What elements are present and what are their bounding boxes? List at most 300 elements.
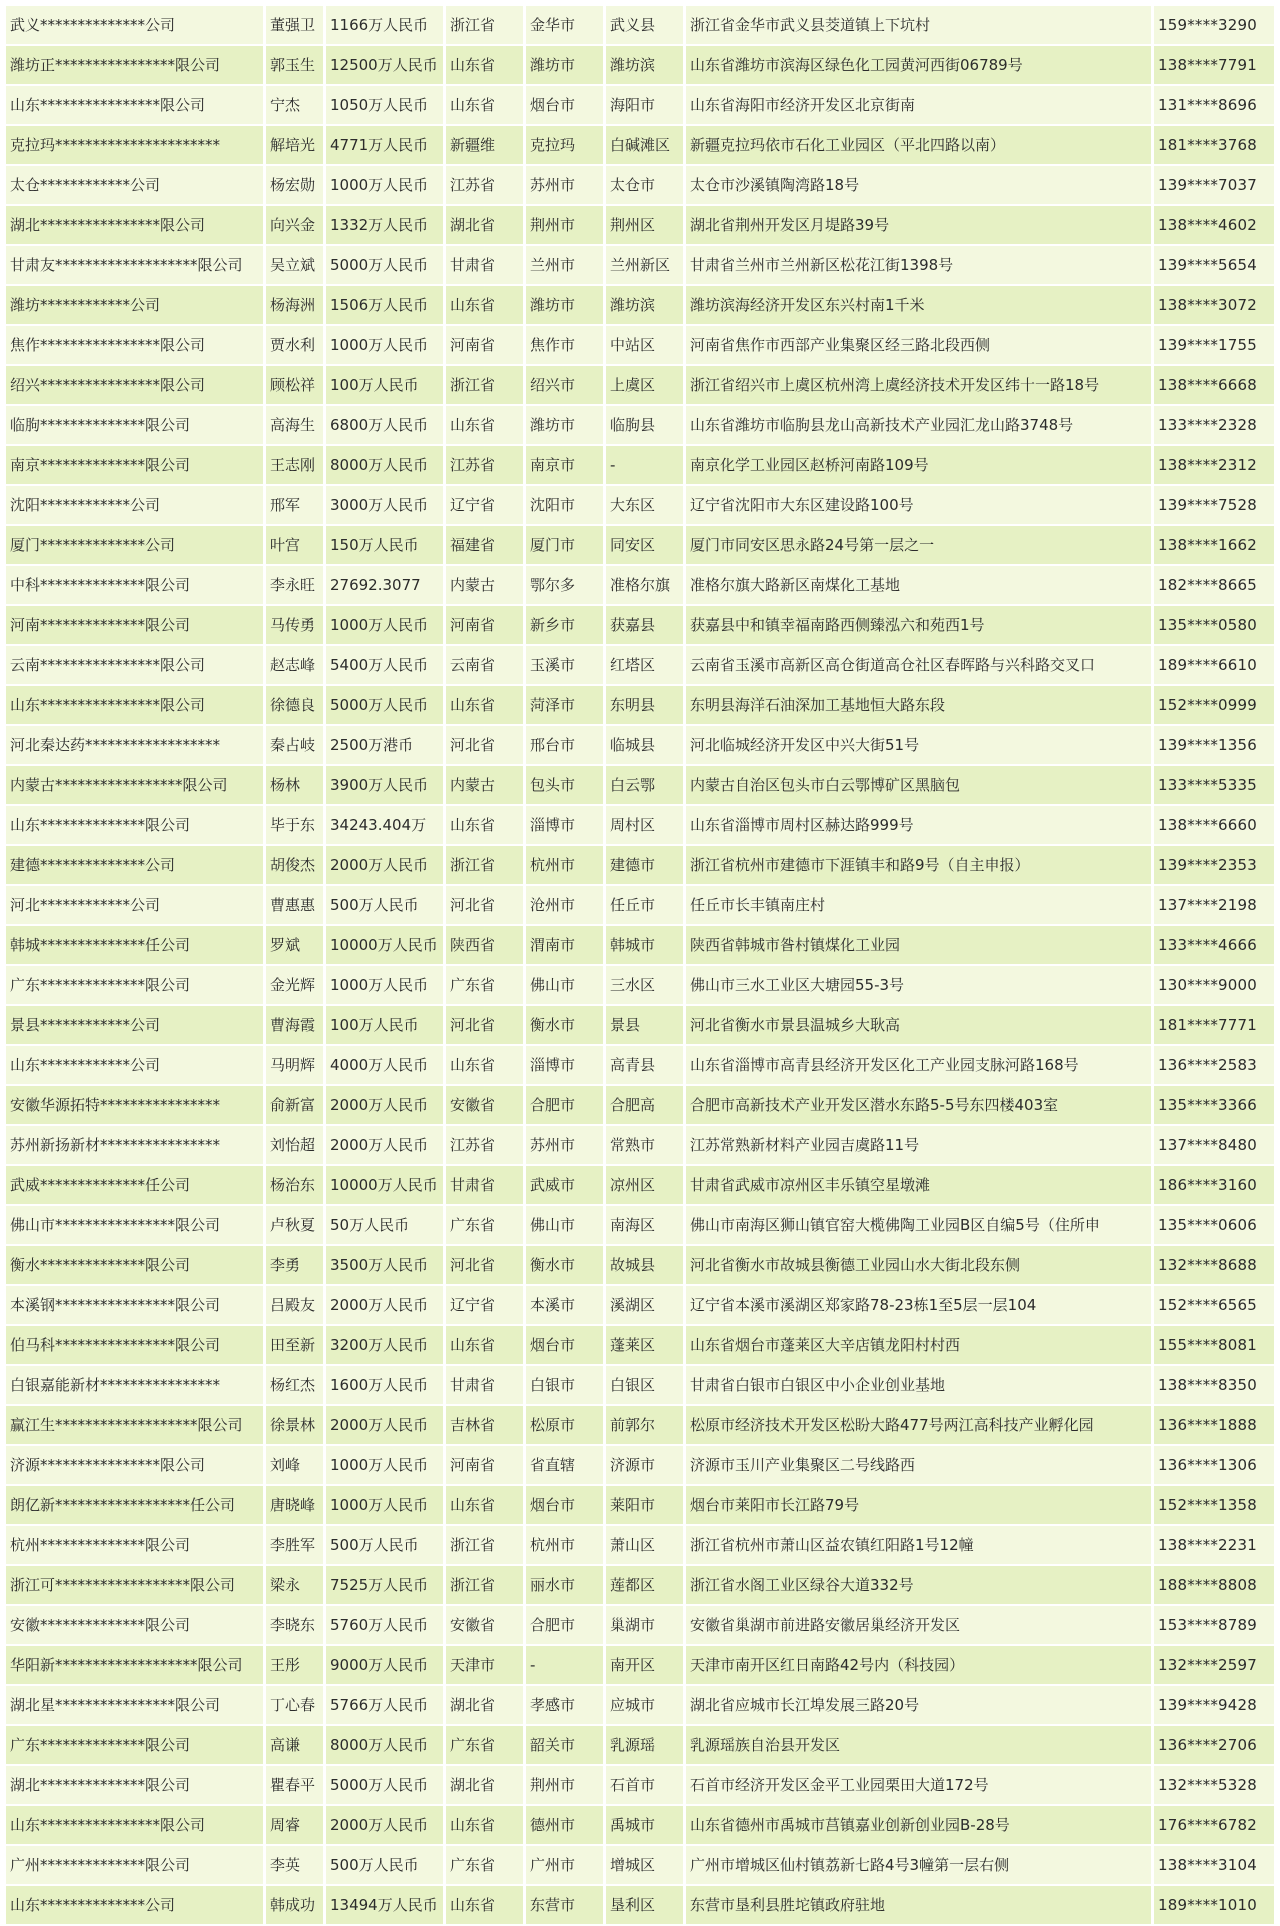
city-cell: 省直辖 xyxy=(526,1446,606,1484)
company-name-cell: 湖北****************限公司 xyxy=(6,206,266,244)
district-cell: 应城市 xyxy=(606,1686,686,1724)
registered-capital-cell: 2000万人民币 xyxy=(326,1086,446,1124)
company-name-cell: 赢江生*******************限公司 xyxy=(6,1406,266,1444)
table-row xyxy=(6,646,1274,684)
registered-capital-cell: 1000万人民币 xyxy=(326,1446,446,1484)
registered-capital-cell: 2500万港币 xyxy=(326,726,446,764)
city-cell: 杭州市 xyxy=(526,1526,606,1564)
registered-capital-cell: 8000万人民币 xyxy=(326,446,446,484)
district-cell: 获嘉县 xyxy=(606,606,686,644)
table-row xyxy=(6,966,1274,1004)
province-cell: 江苏省 xyxy=(446,446,526,484)
company-name-cell: 杭州**************限公司 xyxy=(6,1526,266,1564)
address-cell: 河南省焦作市西部产业集聚区经三路北段西侧 xyxy=(686,326,1154,364)
phone-cell: 139****1356 xyxy=(1154,726,1274,764)
city-cell: 荆州市 xyxy=(526,1766,606,1804)
phone-cell: 138****1662 xyxy=(1154,526,1274,564)
province-cell: 安徽省 xyxy=(446,1606,526,1644)
city-cell: 苏州市 xyxy=(526,166,606,204)
company-name-cell: 济源****************限公司 xyxy=(6,1446,266,1484)
legal-person-cell: 吕殿友 xyxy=(266,1286,326,1324)
legal-person-cell: 赵志峰 xyxy=(266,646,326,684)
phone-cell: 189****1010 xyxy=(1154,1886,1274,1924)
registered-capital-cell: 1000万人民币 xyxy=(326,326,446,364)
company-name-cell: 广东**************限公司 xyxy=(6,1726,266,1764)
city-cell: 邢台市 xyxy=(526,726,606,764)
address-cell: 甘肃省白银市白银区中小企业创业基地 xyxy=(686,1366,1154,1404)
table-row xyxy=(6,366,1274,404)
address-cell: 浙江省金华市武义县茭道镇上下坑村 xyxy=(686,6,1154,44)
legal-person-cell: 李晓东 xyxy=(266,1606,326,1644)
city-cell: 佛山市 xyxy=(526,1206,606,1244)
phone-cell: 137****8480 xyxy=(1154,1126,1274,1164)
company-name-cell: 焦作****************限公司 xyxy=(6,326,266,364)
address-cell: 山东省潍坊市临朐县龙山高新技术产业园汇龙山路3748号 xyxy=(686,406,1154,444)
province-cell: 甘肃省 xyxy=(446,1366,526,1404)
district-cell: 前郭尔 xyxy=(606,1406,686,1444)
registered-capital-cell: 3200万人民币 xyxy=(326,1326,446,1364)
legal-person-cell: 贾水利 xyxy=(266,326,326,364)
phone-cell: 139****5654 xyxy=(1154,246,1274,284)
legal-person-cell: 顾松祥 xyxy=(266,366,326,404)
table-row xyxy=(6,886,1274,924)
city-cell: 新乡市 xyxy=(526,606,606,644)
province-cell: 甘肃省 xyxy=(446,1166,526,1204)
district-cell: 红塔区 xyxy=(606,646,686,684)
district-cell: 白云鄂 xyxy=(606,766,686,804)
city-cell: 烟台市 xyxy=(526,86,606,124)
table-row xyxy=(6,1246,1274,1284)
district-cell: 凉州区 xyxy=(606,1166,686,1204)
table-row xyxy=(6,1486,1274,1524)
company-name-cell: 内蒙古*****************限公司 xyxy=(6,766,266,804)
legal-person-cell: 罗斌 xyxy=(266,926,326,964)
province-cell: 内蒙古 xyxy=(446,566,526,604)
company-name-cell: 安徽**************限公司 xyxy=(6,1606,266,1644)
registered-capital-cell: 2000万人民币 xyxy=(326,1406,446,1444)
table-row xyxy=(6,126,1274,164)
address-cell: 江苏常熟新材料产业园吉虞路11号 xyxy=(686,1126,1154,1164)
legal-person-cell: 周睿 xyxy=(266,1806,326,1844)
province-cell: 山东省 xyxy=(446,1046,526,1084)
province-cell: 山东省 xyxy=(446,1326,526,1364)
address-cell: 浙江省杭州市建德市下涯镇丰和路9号（自主申报） xyxy=(686,846,1154,884)
address-cell: 湖北省应城市长江埠发展三路20号 xyxy=(686,1686,1154,1724)
legal-person-cell: 胡俊杰 xyxy=(266,846,326,884)
company-name-cell: 山东****************限公司 xyxy=(6,686,266,724)
address-cell: 浙江省水阁工业区绿谷大道332号 xyxy=(686,1566,1154,1604)
district-cell: 准格尔旗 xyxy=(606,566,686,604)
phone-cell: 130****9000 xyxy=(1154,966,1274,1004)
phone-cell: 135****3366 xyxy=(1154,1086,1274,1124)
district-cell: 高青县 xyxy=(606,1046,686,1084)
phone-cell: 186****3160 xyxy=(1154,1166,1274,1204)
address-cell: 浙江省杭州市萧山区益农镇红阳路1号12幢 xyxy=(686,1526,1154,1564)
company-name-cell: 湖北**************限公司 xyxy=(6,1766,266,1804)
province-cell: 新疆维 xyxy=(446,126,526,164)
table-row xyxy=(6,1126,1274,1164)
province-cell: 山东省 xyxy=(446,406,526,444)
company-name-cell: 安徽华源拓特**************** xyxy=(6,1086,266,1124)
phone-cell: 139****9428 xyxy=(1154,1686,1274,1724)
table-row xyxy=(6,1606,1274,1644)
legal-person-cell: 吴立斌 xyxy=(266,246,326,284)
phone-cell: 132****8688 xyxy=(1154,1246,1274,1284)
company-name-cell: 景县************公司 xyxy=(6,1006,266,1044)
legal-person-cell: 曹海霞 xyxy=(266,1006,326,1044)
phone-cell: 176****6782 xyxy=(1154,1806,1274,1844)
province-cell: 甘肃省 xyxy=(446,246,526,284)
address-cell: 辽宁省沈阳市大东区建设路100号 xyxy=(686,486,1154,524)
province-cell: 云南省 xyxy=(446,646,526,684)
address-cell: 山东省淄博市高青县经济开发区化工产业园支脉河路168号 xyxy=(686,1046,1154,1084)
registered-capital-cell: 1000万人民币 xyxy=(326,1486,446,1524)
city-cell: 烟台市 xyxy=(526,1326,606,1364)
table-row xyxy=(6,846,1274,884)
registered-capital-cell: 1506万人民币 xyxy=(326,286,446,324)
phone-cell: 131****8696 xyxy=(1154,86,1274,124)
phone-cell: 181****3768 xyxy=(1154,126,1274,164)
legal-person-cell: 唐晓峰 xyxy=(266,1486,326,1524)
city-cell: 南京市 xyxy=(526,446,606,484)
company-name-cell: 临朐**************限公司 xyxy=(6,406,266,444)
province-cell: 湖北省 xyxy=(446,1686,526,1724)
district-cell: 任丘市 xyxy=(606,886,686,924)
province-cell: 河南省 xyxy=(446,606,526,644)
address-cell: 陕西省韩城市昝村镇煤化工业园 xyxy=(686,926,1154,964)
city-cell: 沧州市 xyxy=(526,886,606,924)
address-cell: 东明县海洋石油深加工基地恒大路东段 xyxy=(686,686,1154,724)
legal-person-cell: 刘峰 xyxy=(266,1446,326,1484)
city-cell: 白银市 xyxy=(526,1366,606,1404)
table-row xyxy=(6,1406,1274,1444)
address-cell: 河北省衡水市故城县衡德工业园山水大街北段东侧 xyxy=(686,1246,1154,1284)
phone-cell: 139****7037 xyxy=(1154,166,1274,204)
address-cell: 山东省淄博市周村区赫达路999号 xyxy=(686,806,1154,844)
legal-person-cell: 解培光 xyxy=(266,126,326,164)
district-cell: 太仓市 xyxy=(606,166,686,204)
city-cell: 佛山市 xyxy=(526,966,606,1004)
table-row xyxy=(6,1686,1274,1724)
table-row xyxy=(6,726,1274,764)
registered-capital-cell: 50万人民币 xyxy=(326,1206,446,1244)
registered-capital-cell: 7525万人民币 xyxy=(326,1566,446,1604)
province-cell: 河北省 xyxy=(446,1006,526,1044)
phone-cell: 155****8081 xyxy=(1154,1326,1274,1364)
address-cell: 石首市经济开发区金平工业园栗田大道172号 xyxy=(686,1766,1154,1804)
registered-capital-cell: 100万人民币 xyxy=(326,1006,446,1044)
company-name-cell: 绍兴****************限公司 xyxy=(6,366,266,404)
registered-capital-cell: 3000万人民币 xyxy=(326,486,446,524)
address-cell: 佛山市南海区狮山镇官窑大榄佛陶工业园B区自编5号（住所申 xyxy=(686,1206,1154,1244)
province-cell: 山东省 xyxy=(446,1806,526,1844)
registered-capital-cell: 1000万人民币 xyxy=(326,606,446,644)
address-cell: 烟台市莱阳市长江路79号 xyxy=(686,1486,1154,1524)
legal-person-cell: 李胜军 xyxy=(266,1526,326,1564)
city-cell: 兰州市 xyxy=(526,246,606,284)
address-cell: 合肥市高新技术产业开发区潜水东路5-5号东四楼403室 xyxy=(686,1086,1154,1124)
company-name-cell: 广州**************限公司 xyxy=(6,1846,266,1884)
province-cell: 山东省 xyxy=(446,86,526,124)
district-cell: 南海区 xyxy=(606,1206,686,1244)
company-name-cell: 云南****************限公司 xyxy=(6,646,266,684)
phone-cell: 138****6660 xyxy=(1154,806,1274,844)
registered-capital-cell: 2000万人民币 xyxy=(326,1286,446,1324)
company-name-cell: 伯马科****************限公司 xyxy=(6,1326,266,1364)
city-cell: 杭州市 xyxy=(526,846,606,884)
table-row xyxy=(6,1326,1274,1364)
province-cell: 辽宁省 xyxy=(446,1286,526,1324)
company-name-cell: 山东************公司 xyxy=(6,1046,266,1084)
table-row xyxy=(6,286,1274,324)
city-cell: 克拉玛 xyxy=(526,126,606,164)
province-cell: 河南省 xyxy=(446,326,526,364)
phone-cell: 136****1306 xyxy=(1154,1446,1274,1484)
company-table xyxy=(6,4,1274,1926)
province-cell: 福建省 xyxy=(446,526,526,564)
registered-capital-cell: 10000万人民币 xyxy=(326,1166,446,1204)
province-cell: 浙江省 xyxy=(446,1526,526,1564)
city-cell: 德州市 xyxy=(526,1806,606,1844)
phone-cell: 139****7528 xyxy=(1154,486,1274,524)
registered-capital-cell: 2000万人民币 xyxy=(326,1126,446,1164)
address-cell: 广州市增城区仙村镇荔新七路4号3幢第一层右侧 xyxy=(686,1846,1154,1884)
company-name-cell: 山东****************限公司 xyxy=(6,1806,266,1844)
district-cell: 景县 xyxy=(606,1006,686,1044)
registered-capital-cell: 2000万人民币 xyxy=(326,1806,446,1844)
registered-capital-cell: 2000万人民币 xyxy=(326,846,446,884)
district-cell: 莲都区 xyxy=(606,1566,686,1604)
district-cell: 垦利区 xyxy=(606,1886,686,1924)
phone-cell: 139****2353 xyxy=(1154,846,1274,884)
phone-cell: 138****2231 xyxy=(1154,1526,1274,1564)
company-name-cell: 湖北星****************限公司 xyxy=(6,1686,266,1724)
legal-person-cell: 高海生 xyxy=(266,406,326,444)
legal-person-cell: 杨红杰 xyxy=(266,1366,326,1404)
province-cell: 山东省 xyxy=(446,286,526,324)
phone-cell: 133****2328 xyxy=(1154,406,1274,444)
phone-cell: 138****2312 xyxy=(1154,446,1274,484)
province-cell: 河北省 xyxy=(446,886,526,924)
district-cell: - xyxy=(606,446,686,484)
phone-cell: 137****2198 xyxy=(1154,886,1274,924)
company-name-cell: 河南**************限公司 xyxy=(6,606,266,644)
address-cell: 太仓市沙溪镇陶湾路18号 xyxy=(686,166,1154,204)
registered-capital-cell: 5000万人民币 xyxy=(326,246,446,284)
district-cell: 禹城市 xyxy=(606,1806,686,1844)
district-cell: 中站区 xyxy=(606,326,686,364)
phone-cell: 133****4666 xyxy=(1154,926,1274,964)
legal-person-cell: 宁杰 xyxy=(266,86,326,124)
legal-person-cell: 曹惠惠 xyxy=(266,886,326,924)
registered-capital-cell: 10000万人民币 xyxy=(326,926,446,964)
company-name-cell: 建德**************公司 xyxy=(6,846,266,884)
table-row xyxy=(6,406,1274,444)
city-cell: 孝感市 xyxy=(526,1686,606,1724)
registered-capital-cell: 6800万人民币 xyxy=(326,406,446,444)
address-cell: 山东省海阳市经济开发区北京街南 xyxy=(686,86,1154,124)
address-cell: 东营市垦利县胜坨镇政府驻地 xyxy=(686,1886,1154,1924)
legal-person-cell: 瞿春平 xyxy=(266,1766,326,1804)
registered-capital-cell: 1332万人民币 xyxy=(326,206,446,244)
company-name-cell: 厦门**************公司 xyxy=(6,526,266,564)
city-cell: 沈阳市 xyxy=(526,486,606,524)
legal-person-cell: 郭玉生 xyxy=(266,46,326,84)
table-row xyxy=(6,1046,1274,1084)
address-cell: 新疆克拉玛依市石化工业园区（平北四路以南） xyxy=(686,126,1154,164)
city-cell: 菏泽市 xyxy=(526,686,606,724)
city-cell: 淄博市 xyxy=(526,1046,606,1084)
phone-cell: 159****3290 xyxy=(1154,6,1274,44)
address-cell: 获嘉县中和镇幸福南路西侧臻泓六和苑西1号 xyxy=(686,606,1154,644)
registered-capital-cell: 150万人民币 xyxy=(326,526,446,564)
legal-person-cell: 邢军 xyxy=(266,486,326,524)
legal-person-cell: 杨海洲 xyxy=(266,286,326,324)
company-name-cell: 克拉玛********************** xyxy=(6,126,266,164)
city-cell: 鄂尔多 xyxy=(526,566,606,604)
city-cell: 焦作市 xyxy=(526,326,606,364)
registered-capital-cell: 27692.3077 xyxy=(326,566,446,604)
legal-person-cell: 高谦 xyxy=(266,1726,326,1764)
legal-person-cell: 丁心春 xyxy=(266,1686,326,1724)
district-cell: 白碱滩区 xyxy=(606,126,686,164)
phone-cell: 138****4602 xyxy=(1154,206,1274,244)
registered-capital-cell: 5760万人民币 xyxy=(326,1606,446,1644)
province-cell: 天津市 xyxy=(446,1646,526,1684)
legal-person-cell: 杨治东 xyxy=(266,1166,326,1204)
phone-cell: 138****6668 xyxy=(1154,366,1274,404)
company-name-cell: 山东**************限公司 xyxy=(6,806,266,844)
company-name-cell: 甘肃友*******************限公司 xyxy=(6,246,266,284)
company-name-cell: 韩城**************任公司 xyxy=(6,926,266,964)
city-cell: 松原市 xyxy=(526,1406,606,1444)
district-cell: 韩城市 xyxy=(606,926,686,964)
province-cell: 广东省 xyxy=(446,1726,526,1764)
legal-person-cell: 徐德良 xyxy=(266,686,326,724)
address-cell: 厦门市同安区思永路24号第一层之一 xyxy=(686,526,1154,564)
address-cell: 潍坊滨海经济开发区东兴村南1千米 xyxy=(686,286,1154,324)
city-cell: - xyxy=(526,1646,606,1684)
district-cell: 潍坊滨 xyxy=(606,46,686,84)
district-cell: 故城县 xyxy=(606,1246,686,1284)
legal-person-cell: 梁永 xyxy=(266,1566,326,1604)
phone-cell: 138****7791 xyxy=(1154,46,1274,84)
table-row xyxy=(6,1646,1274,1684)
city-cell: 武威市 xyxy=(526,1166,606,1204)
company-name-cell: 南京**************限公司 xyxy=(6,446,266,484)
district-cell: 蓬莱区 xyxy=(606,1326,686,1364)
city-cell: 渭南市 xyxy=(526,926,606,964)
company-name-cell: 武威**************任公司 xyxy=(6,1166,266,1204)
phone-cell: 181****7771 xyxy=(1154,1006,1274,1044)
company-name-cell: 中科**************限公司 xyxy=(6,566,266,604)
province-cell: 安徽省 xyxy=(446,1086,526,1124)
city-cell: 包头市 xyxy=(526,766,606,804)
legal-person-cell: 毕于东 xyxy=(266,806,326,844)
district-cell: 石首市 xyxy=(606,1766,686,1804)
company-name-cell: 衡水**************限公司 xyxy=(6,1246,266,1284)
table-row xyxy=(6,606,1274,644)
legal-person-cell: 向兴金 xyxy=(266,206,326,244)
registered-capital-cell: 100万人民币 xyxy=(326,366,446,404)
province-cell: 山东省 xyxy=(446,806,526,844)
district-cell: 乳源瑶 xyxy=(606,1726,686,1764)
registered-capital-cell: 5400万人民币 xyxy=(326,646,446,684)
company-name-cell: 本溪钢****************限公司 xyxy=(6,1286,266,1324)
table-row xyxy=(6,526,1274,564)
city-cell: 绍兴市 xyxy=(526,366,606,404)
address-cell: 济源市玉川产业集聚区二号线路西 xyxy=(686,1446,1154,1484)
district-cell: 荆州区 xyxy=(606,206,686,244)
province-cell: 浙江省 xyxy=(446,1566,526,1604)
province-cell: 山东省 xyxy=(446,1886,526,1924)
registered-capital-cell: 500万人民币 xyxy=(326,1846,446,1884)
company-name-cell: 潍坊正****************限公司 xyxy=(6,46,266,84)
district-cell: 南开区 xyxy=(606,1646,686,1684)
district-cell: 白银区 xyxy=(606,1366,686,1404)
phone-cell: 152****6565 xyxy=(1154,1286,1274,1324)
phone-cell: 152****1358 xyxy=(1154,1486,1274,1524)
registered-capital-cell: 3500万人民币 xyxy=(326,1246,446,1284)
legal-person-cell: 王彤 xyxy=(266,1646,326,1684)
province-cell: 山东省 xyxy=(446,1486,526,1524)
company-name-cell: 河北秦达药****************** xyxy=(6,726,266,764)
company-name-cell: 浙江可******************限公司 xyxy=(6,1566,266,1604)
address-cell: 安徽省巢湖市前进路安徽居巢经济开发区 xyxy=(686,1606,1154,1644)
city-cell: 衡水市 xyxy=(526,1006,606,1044)
province-cell: 河北省 xyxy=(446,726,526,764)
province-cell: 山东省 xyxy=(446,686,526,724)
table-row xyxy=(6,326,1274,364)
registered-capital-cell: 4771万人民币 xyxy=(326,126,446,164)
legal-person-cell: 秦占岐 xyxy=(266,726,326,764)
province-cell: 浙江省 xyxy=(446,846,526,884)
table-row xyxy=(6,1726,1274,1764)
province-cell: 广东省 xyxy=(446,966,526,1004)
registered-capital-cell: 1050万人民币 xyxy=(326,86,446,124)
district-cell: 常熟市 xyxy=(606,1126,686,1164)
address-cell: 南京化学工业园区赵桥河南路109号 xyxy=(686,446,1154,484)
city-cell: 东营市 xyxy=(526,1886,606,1924)
phone-cell: 132****2597 xyxy=(1154,1646,1274,1684)
city-cell: 合肥市 xyxy=(526,1086,606,1124)
address-cell: 松原市经济技术开发区松盼大路477号两江高科技产业孵化园 xyxy=(686,1406,1154,1444)
legal-person-cell: 王志刚 xyxy=(266,446,326,484)
phone-cell: 153****8789 xyxy=(1154,1606,1274,1644)
table-row xyxy=(6,1566,1274,1604)
registered-capital-cell: 1600万人民币 xyxy=(326,1366,446,1404)
city-cell: 烟台市 xyxy=(526,1486,606,1524)
table-row xyxy=(6,1006,1274,1044)
province-cell: 山东省 xyxy=(446,46,526,84)
legal-person-cell: 叶宫 xyxy=(266,526,326,564)
registered-capital-cell: 12500万人民币 xyxy=(326,46,446,84)
address-cell: 内蒙古自治区包头市白云鄂博矿区黑脑包 xyxy=(686,766,1154,804)
table-row xyxy=(6,1086,1274,1124)
address-cell: 山东省烟台市蓬莱区大辛店镇龙阳村村西 xyxy=(686,1326,1154,1364)
company-name-cell: 广东**************限公司 xyxy=(6,966,266,1004)
district-cell: 周村区 xyxy=(606,806,686,844)
city-cell: 衡水市 xyxy=(526,1246,606,1284)
legal-person-cell: 韩成功 xyxy=(266,1886,326,1924)
province-cell: 吉林省 xyxy=(446,1406,526,1444)
phone-cell: 135****0606 xyxy=(1154,1206,1274,1244)
company-name-cell: 潍坊************公司 xyxy=(6,286,266,324)
address-cell: 云南省玉溪市高新区高仓街道高仓社区春晖路与兴科路交叉口 xyxy=(686,646,1154,684)
phone-cell: 188****8808 xyxy=(1154,1566,1274,1604)
table-row xyxy=(6,566,1274,604)
registered-capital-cell: 13494万人民币 xyxy=(326,1886,446,1924)
